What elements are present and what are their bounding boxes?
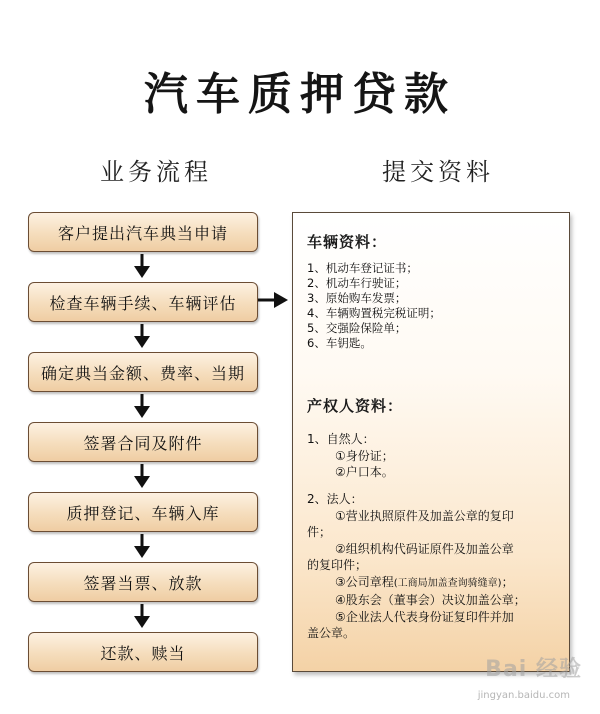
arrow-down-icon [134,534,150,558]
natural-person-block [307,431,563,481]
list-item [307,574,563,593]
arrow-down-icon [134,464,150,488]
list-item: 3、原始购车发票； [307,291,407,305]
list-item: ④股东会（董事会）决议加盖公章； [335,593,526,607]
owner-docs-title: 产权人资料： [307,397,404,415]
list-item-text: ③公司章程 [335,574,394,589]
step-ticket: 签署当票、放款 [28,562,258,602]
step-repay: 还款、赎当 [28,632,258,672]
arrow-down-icon [134,604,150,628]
vehicle-docs-list [307,261,441,351]
watermark-url: jingyan.baidu.com [477,690,570,701]
list-item-continuation: 的复印件； [307,558,368,572]
page-title: 汽车质押贷款 [144,69,456,120]
watermark-logo: Bai 经验 [485,657,582,682]
natural-person-label: 1、自然人： [307,432,375,446]
list-item: ②户口本。 [335,465,394,479]
list-item-continuation: 盖公章。 [307,626,356,640]
documents-heading: 提交资料 [382,158,494,186]
list-item-text: ； [501,574,514,589]
list-item: ②组织机构代码证原件及加盖公章 [335,541,514,556]
list-item: 5、交强险保险单； [307,321,407,335]
process-heading: 业务流程 [100,158,212,186]
vehicle-docs-title: 车辆资料： [307,233,388,251]
step-contract: 签署合同及附件 [28,422,258,462]
list-item: 1、机动车登记证书； [307,261,418,275]
step-inspect: 检查车辆手续、车辆评估 [28,282,258,322]
list-item: ⑤企业法人代表身份证复印件并加 [335,609,514,624]
arrow-down-icon [134,324,150,348]
arrow-right-icon [258,292,288,308]
list-item: ①营业执照原件及加盖公章的复印 [335,508,514,523]
list-item: ①身份证； [335,448,394,463]
arrow-down-icon [134,394,150,418]
list-item: 6、车钥匙。 [307,336,372,350]
list-item-note: (工商局加盖查询骑缝章) [393,577,502,589]
legal-person-label: 2、法人： [307,492,363,506]
list-item: 4、车辆购置税完税证明； [307,306,441,320]
list-item: 2、机动车行驶证； [307,276,407,290]
step-register: 质押登记、车辆入库 [28,492,258,532]
step-determine: 确定典当金额、费率、当期 [28,352,258,392]
legal-person-block [307,491,563,642]
documents-panel [292,212,570,672]
step-apply: 客户提出汽车典当申请 [28,212,258,252]
list-item-continuation: 件； [307,525,332,539]
arrow-down-icon [134,254,150,278]
